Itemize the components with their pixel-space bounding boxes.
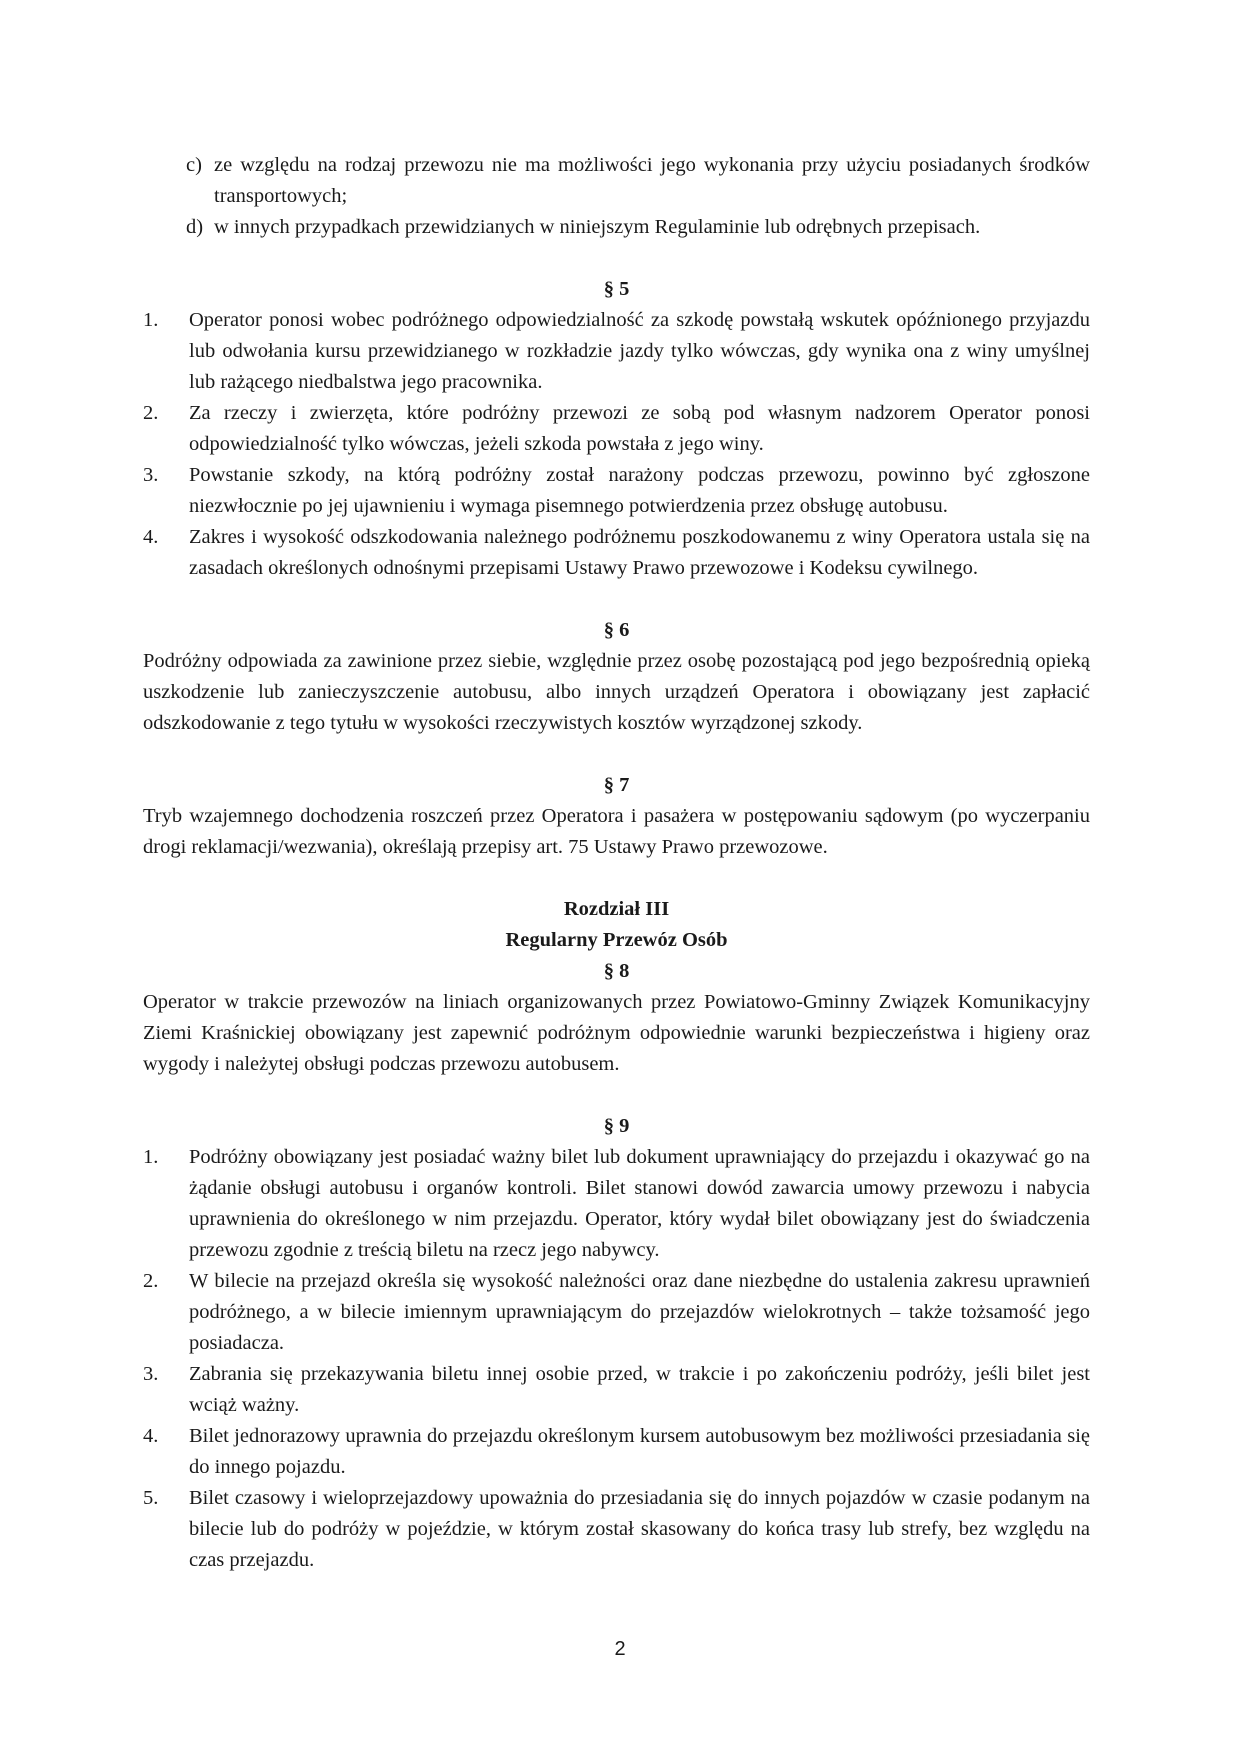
section-5-list [143, 305, 1090, 584]
list-item [143, 305, 1090, 398]
item-text: Zakres i wysokość odszkodowania należnego podróżnemu poszkodowanemu z winy Operatora ustala się na zasadach określonych odnośnymi przepisami Ustawy Prawo przewozowe i Kodeksu cywilnego. [189, 526, 1090, 579]
list-item [143, 1266, 1090, 1359]
item-label: 2. [143, 1270, 159, 1292]
list-item [143, 1142, 1090, 1266]
item-label: 2. [143, 402, 159, 424]
section-heading-7: § 7 [603, 774, 630, 796]
list-item [143, 460, 1090, 522]
item-text: Operator ponosi wobec podróżnego odpowiedzialność za szkodę powstałą wskutek opóźnionego przyjazdu lub odwołania kursu przewidzianego w rozkładzie jazdy tylko wówczas, gdy wynika ona z winy umyślnej lub rażącego niedbalstwa jego pracownika. [189, 309, 1090, 393]
list-item [143, 1483, 1090, 1576]
item-text: Podróżny obowiązany jest posiadać ważny bilet lub dokument uprawniający do przejazdu i okazywać go na żądanie obsługi autobusu i organów kontroli. Bilet stanowi dowód zawarcia umowy przewozu i nabycia uprawnienia do określonego w nim przejazdu. Operator, który wydał bilet obowiązany jest do świadczenia przewozu zgodnie z treścią biletu na rzecz jego nabywcy. [189, 1146, 1090, 1261]
list-item [143, 150, 1090, 212]
section-heading-9: § 9 [603, 1115, 630, 1137]
item-text: Za rzeczy i zwierzęta, które podróżny przewozi ze sobą pod własnym nadzorem Operator ponosi odpowiedzialność tylko wówczas, jeżeli szkoda powstała z jego winy. [189, 402, 1090, 455]
item-label: 4. [143, 1425, 159, 1447]
item-label: 5. [143, 1487, 159, 1509]
item-text: w innych przypadkach przewidzianych w niniejszym Regulaminie lub odrębnych przepisach. [214, 216, 981, 238]
item-label: 1. [143, 1146, 159, 1168]
list-item [143, 212, 1090, 243]
document-page [143, 150, 1090, 1576]
item-label: 4. [143, 526, 159, 548]
page-number: 2 [614, 1638, 626, 1660]
section-7-text: Tryb wzajemnego dochodzenia roszczeń przez Operatora i pasażera w postępowaniu sądowym (po wyczerpaniu drogi reklamacji/wezwania), określają przepisy art. 75 Ustawy Prawo przewozowe. [143, 805, 1090, 858]
item-text: Bilet czasowy i wieloprzejazdowy upoważnia do przesiadania się do innych pojazdów w czasie podanym na bilecie lub do podróży w pojeździe, w którym został skasowany do końca trasy lub strefy, bez względu na czas przejazdu. [189, 1487, 1090, 1571]
item-label: d) [186, 216, 204, 238]
section-heading-5: § 5 [603, 278, 630, 300]
section-heading-8: § 8 [603, 960, 630, 982]
top-list [143, 150, 1090, 243]
section-8-text: Operator w trakcie przewozów na liniach organizowanych przez Powiatowo-Gminny Związek Komunikacyjny Ziemi Kraśnickiej obowiązany jest zapewnić podróżnym odpowiednie warunki bezpieczeństwa i higieny oraz wygody i należytej obsługi podczas przewozu autobusem. [143, 991, 1090, 1075]
list-item [143, 1359, 1090, 1421]
item-text: Zabrania się przekazywania biletu innej osobie przed, w trakcie i po zakończeniu podróży, jeśli bilet jest wciąż ważny. [189, 1363, 1090, 1416]
chapter-subtitle: Regularny Przewóz Osób [505, 929, 728, 951]
list-item [143, 398, 1090, 460]
item-text: Powstanie szkody, na którą podróżny został narażony podczas przewozu, powinno być zgłoszone niezwłocznie po jej ujawnieniu i wymaga pisemnego potwierdzenia przez obsługę autobusu. [189, 464, 1090, 517]
item-text: ze względu na rodzaj przewozu nie ma możliwości jego wykonania przy użyciu posiadanych środków transportowych; [214, 154, 1090, 207]
item-label: 3. [143, 1363, 159, 1385]
chapter-title: Rozdział III [563, 898, 670, 920]
item-label: 1. [143, 309, 159, 331]
section-9-list [143, 1142, 1090, 1576]
section-6-text: Podróżny odpowiada za zawinione przez siebie, względnie przez osobę pozostającą pod jego bezpośrednią opieką uszkodzenie lub zanieczyszczenie autobusu, albo innych urządzeń Operatora i obowiązany jest zapłacić odszkodowanie z tego tytułu w wysokości rzeczywistych kosztów wyrządzonej szkody. [143, 650, 1090, 734]
list-item [143, 1421, 1090, 1483]
section-heading-6: § 6 [603, 619, 630, 641]
item-label: 3. [143, 464, 159, 486]
list-item [143, 522, 1090, 584]
item-label: c) [186, 154, 202, 176]
item-text: Bilet jednorazowy uprawnia do przejazdu określonym kursem autobusowym bez możliwości przesiadania się do innego pojazdu. [189, 1425, 1090, 1478]
item-text: W bilecie na przejazd określa się wysokość należności oraz dane niezbędne do ustalenia zakresu uprawnień podróżnego, a w bilecie imiennym uprawniającym do przejazdów wielokrotnych – także tożsamość jego posiadacza. [189, 1270, 1090, 1354]
